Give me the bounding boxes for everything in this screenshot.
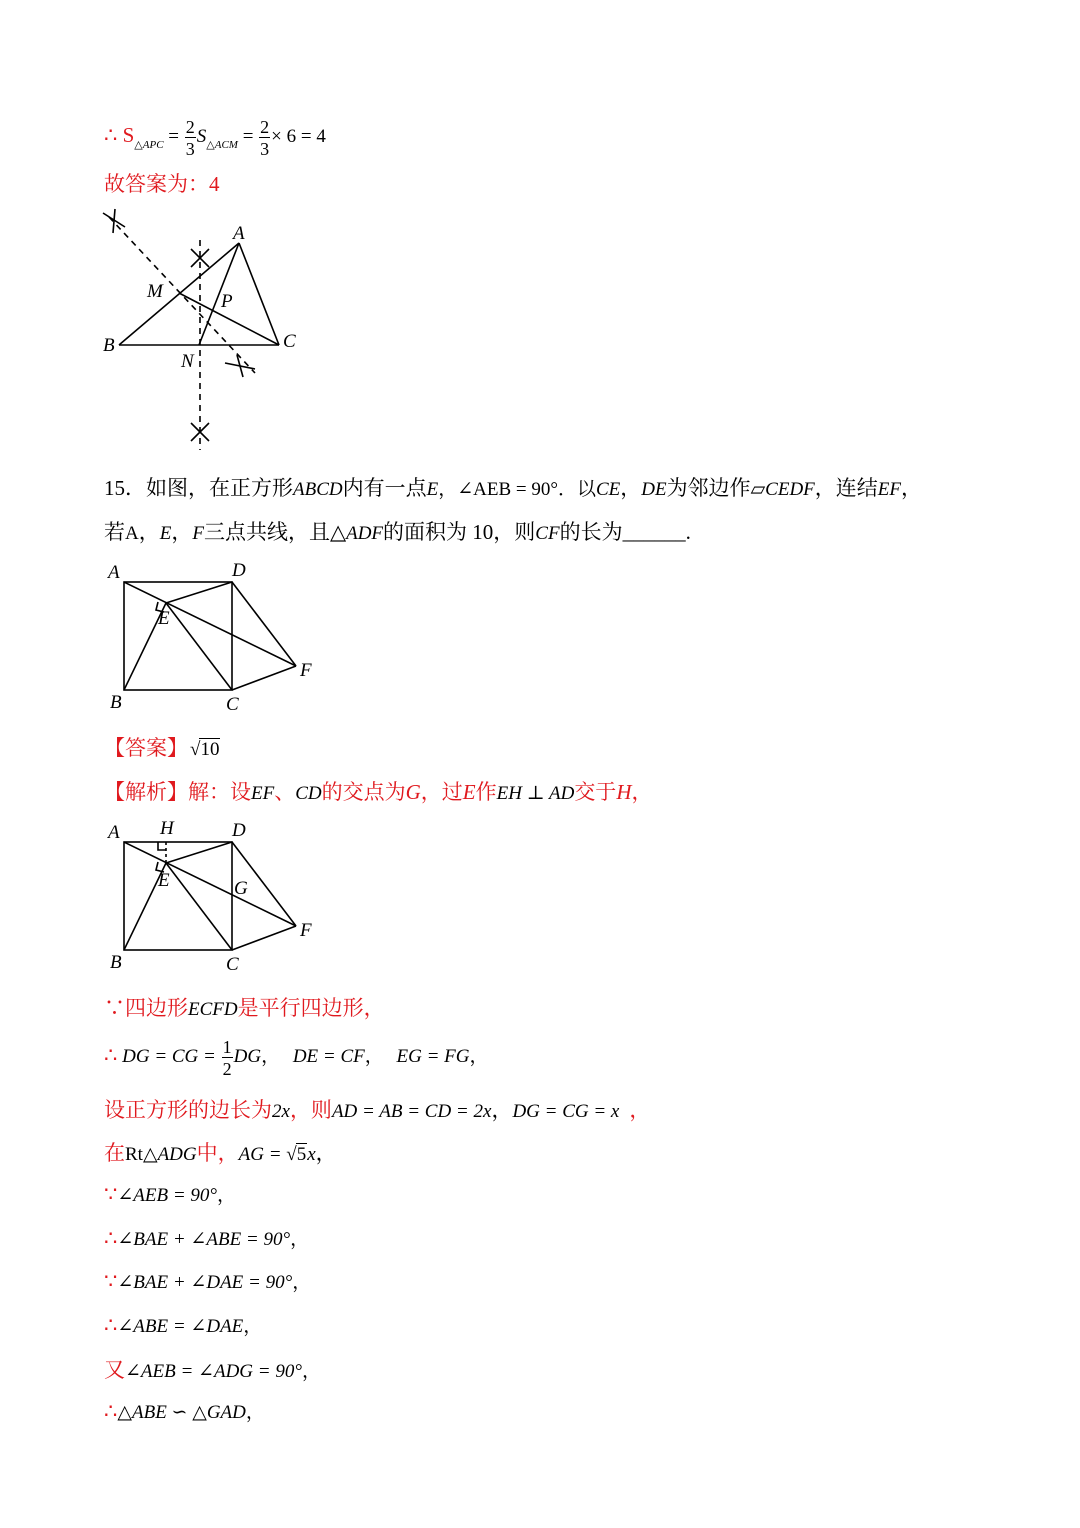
step-3 bbox=[104, 1094, 650, 1124]
a-text2: 、 bbox=[274, 780, 296, 804]
a-h: H bbox=[616, 780, 632, 804]
s9-eq: ∠AEB = ∠ADG = 90° bbox=[125, 1361, 302, 1382]
area-relation-line bbox=[104, 110, 326, 160]
s3-2x: 2x bbox=[272, 1101, 290, 1122]
fraction bbox=[185, 118, 196, 158]
frac-den: 3 bbox=[185, 138, 195, 159]
q2-e: E bbox=[159, 523, 172, 544]
label-a: A bbox=[108, 562, 120, 583]
label-b: B bbox=[110, 952, 122, 973]
label-m: M bbox=[147, 281, 163, 302]
label-n: N bbox=[181, 351, 194, 372]
label-d: D bbox=[232, 560, 246, 581]
figure-triangle-construction bbox=[95, 205, 296, 465]
a-cd: CD bbox=[295, 783, 322, 804]
step-5 bbox=[104, 1180, 236, 1207]
therefore-symbol: ∴ bbox=[104, 1399, 118, 1423]
step-8 bbox=[104, 1311, 262, 1338]
label-a: A bbox=[233, 223, 245, 244]
s1-ecfd: ECFD bbox=[188, 999, 238, 1020]
q-mid: 内有一点 bbox=[342, 476, 427, 500]
because-symbol: ∵ bbox=[104, 1269, 118, 1293]
answer-line: 【答案】 √10 bbox=[104, 736, 220, 760]
s2-f: EG = FG bbox=[396, 1046, 470, 1067]
label-p: P bbox=[221, 291, 233, 312]
s8-eq: ∠ABE = ∠DAE bbox=[117, 1316, 244, 1337]
therefore-symbol: ∴ bbox=[104, 1043, 118, 1067]
a-g: G bbox=[405, 780, 421, 804]
s10-end: ， bbox=[245, 1402, 265, 1423]
s2: S bbox=[196, 126, 207, 147]
step-4: 在Rt△ADG中，AG = √5x， bbox=[104, 1141, 337, 1165]
step-1 bbox=[104, 992, 385, 1022]
s2-d: DE = CF bbox=[292, 1046, 365, 1067]
q2-a: A bbox=[125, 523, 139, 544]
s4-end: ， bbox=[315, 1141, 337, 1165]
step-6 bbox=[104, 1224, 309, 1251]
therefore-s: ∴ S bbox=[104, 123, 135, 147]
label-b: B bbox=[103, 335, 115, 356]
label-a: A bbox=[108, 822, 120, 843]
q-para: ▱CEDF bbox=[750, 479, 815, 500]
q-ef: EF bbox=[877, 479, 901, 500]
s4-adg: ADG bbox=[157, 1144, 197, 1165]
q2-mid2: 的面积为 10，则 bbox=[383, 520, 536, 544]
q-abcd: ABCD bbox=[293, 479, 343, 500]
s7-eq: ∠BAE + ∠DAE = 90° bbox=[117, 1272, 293, 1293]
s2-c: ， bbox=[261, 1046, 281, 1067]
s6-end: ， bbox=[290, 1229, 310, 1250]
s3-c2: ， bbox=[491, 1098, 513, 1122]
s5-eq: ∠AEB = 90° bbox=[117, 1185, 218, 1206]
a-eh: EH ⊥ AD bbox=[496, 783, 575, 804]
step-2 bbox=[104, 1032, 489, 1078]
therefore-symbol: ∴ bbox=[104, 1226, 118, 1250]
q2-pre: 若 bbox=[104, 520, 125, 544]
therefore-symbol: ∴ bbox=[104, 1313, 118, 1337]
s4-sqrt: 5 bbox=[296, 1144, 307, 1165]
s1-end: 是平行四边形， bbox=[237, 996, 385, 1020]
s9-end: ， bbox=[301, 1361, 321, 1382]
label-e: E bbox=[158, 608, 170, 629]
q2-mid: 三点共线，且△ bbox=[203, 520, 347, 544]
a-ef: EF bbox=[251, 783, 275, 804]
s2-a: DG = CG = bbox=[122, 1046, 221, 1067]
half-num: 1 bbox=[222, 1036, 232, 1057]
question-15-line-1 bbox=[104, 472, 922, 502]
label-g: G bbox=[234, 878, 248, 899]
subscript-acm: △ACM bbox=[206, 139, 238, 151]
q2-f: F bbox=[192, 523, 204, 544]
q-angle: ，∠AEB = 90°．以 bbox=[438, 479, 596, 500]
q2-end: 的长为 bbox=[559, 520, 623, 544]
q-comma: ， bbox=[901, 476, 922, 500]
label-b: B bbox=[110, 692, 122, 713]
a-text5: 作 bbox=[475, 780, 497, 804]
equals2: = bbox=[237, 126, 259, 147]
label-c: C bbox=[226, 694, 239, 715]
because-symbol: ∵ bbox=[104, 1182, 118, 1206]
q-de: DE bbox=[641, 479, 667, 500]
q-mid2: 为邻边作 bbox=[666, 476, 751, 500]
q-pre: 15．如图，在正方形 bbox=[104, 476, 293, 500]
frac2-den: 3 bbox=[260, 138, 270, 159]
answer-value: 10 bbox=[200, 739, 220, 760]
previous-answer: 故答案为：4 bbox=[104, 172, 220, 196]
label-f: F bbox=[300, 920, 312, 941]
s3-c: ，则 bbox=[289, 1098, 332, 1122]
a-text6: 交于 bbox=[574, 780, 617, 804]
s10-eq: △ABE ∽ △GAD bbox=[117, 1402, 246, 1423]
subscript-apc: △APC bbox=[134, 139, 164, 151]
s2-e: ， bbox=[364, 1046, 384, 1067]
tail: × 6 = 4 bbox=[271, 126, 326, 147]
step-10 bbox=[104, 1397, 265, 1424]
step-9 bbox=[104, 1354, 321, 1384]
s3-eq: AD = AB = CD = 2x bbox=[331, 1101, 492, 1122]
s1-text: 四边形 bbox=[125, 996, 188, 1020]
q2-dot: . bbox=[685, 520, 691, 544]
q-ce: CE bbox=[595, 479, 621, 500]
label-c: C bbox=[283, 331, 296, 352]
q2-c2: ， bbox=[171, 520, 193, 544]
analysis-tag: 【解析】 bbox=[104, 780, 188, 804]
q2-cf: CF bbox=[535, 523, 560, 544]
figure-square-with-h-g bbox=[100, 818, 330, 978]
s4-mid: 中， bbox=[196, 1141, 239, 1165]
s7-end: ， bbox=[292, 1272, 312, 1293]
equals: = bbox=[163, 126, 184, 147]
half-fraction bbox=[222, 1038, 233, 1078]
label-f: F bbox=[300, 660, 312, 681]
s6-eq: ∠BAE + ∠ABE = 90° bbox=[117, 1229, 291, 1250]
label-d: D bbox=[232, 820, 246, 841]
s4-ag: AG = bbox=[238, 1144, 287, 1165]
a-e: E bbox=[462, 780, 476, 804]
s2-g: ， bbox=[469, 1046, 489, 1067]
analysis-line bbox=[104, 776, 652, 806]
a-text1: 解：设 bbox=[188, 780, 251, 804]
fraction2 bbox=[259, 118, 270, 158]
q2-adf: ADF bbox=[346, 523, 384, 544]
s4-rt: Rt△ bbox=[125, 1144, 158, 1165]
step-7 bbox=[104, 1267, 311, 1294]
figure-square-parallelogram bbox=[100, 558, 330, 718]
q-e: E bbox=[426, 479, 439, 500]
s2-b: DG bbox=[233, 1046, 262, 1067]
a-text4: ，过 bbox=[420, 780, 463, 804]
a-text3: 的交点为 bbox=[321, 780, 406, 804]
answer-tag: 【答案】 bbox=[104, 736, 188, 760]
q-end: ，连结 bbox=[814, 476, 878, 500]
because-symbol: ∵ bbox=[104, 996, 125, 1020]
s4-x: x bbox=[307, 1144, 316, 1165]
a-text7: ， bbox=[631, 780, 653, 804]
frac2-num: 2 bbox=[260, 116, 270, 137]
q-sep: ， bbox=[620, 476, 642, 500]
label-e: E bbox=[158, 870, 170, 891]
question-15-line-2 bbox=[104, 516, 691, 546]
frac-num: 2 bbox=[185, 116, 195, 137]
label-h: H bbox=[160, 818, 174, 839]
half-den: 2 bbox=[222, 1058, 232, 1079]
s5-end: ， bbox=[217, 1185, 237, 1206]
q2-c1: ， bbox=[138, 520, 160, 544]
s8-end: ， bbox=[243, 1316, 263, 1337]
s3-text: 设正方形的边长为 bbox=[104, 1098, 272, 1122]
s3-c3: ， bbox=[629, 1098, 651, 1122]
s4-text: 在 bbox=[104, 1141, 125, 1165]
answer-blank: ______ bbox=[622, 520, 686, 544]
s3-eq2: DG = CG = x bbox=[512, 1101, 620, 1122]
s9-text: 又 bbox=[104, 1358, 125, 1382]
label-c: C bbox=[226, 954, 239, 975]
